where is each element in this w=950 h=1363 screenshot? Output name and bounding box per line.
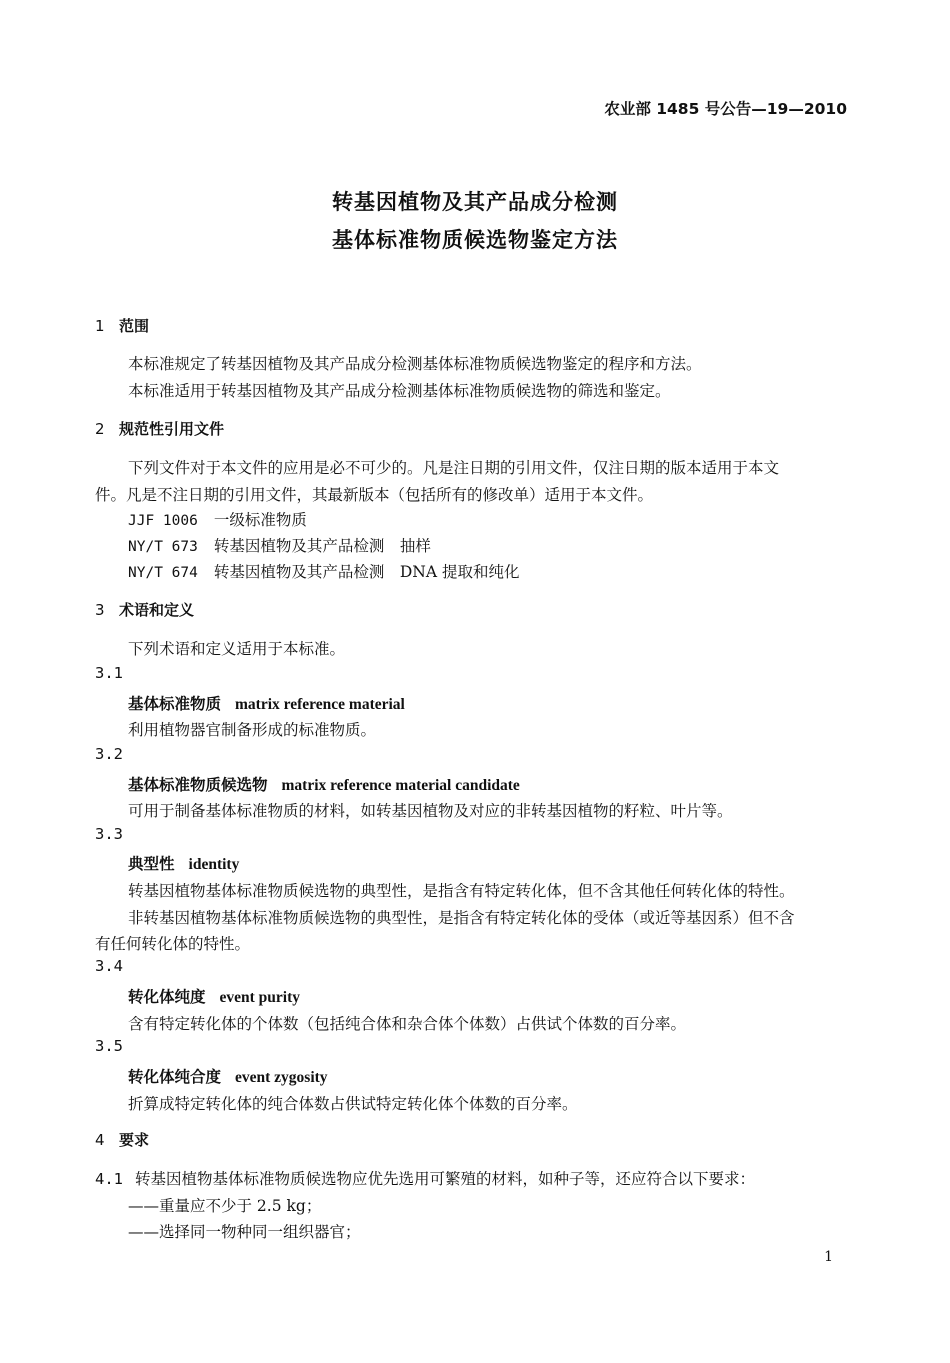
term-definition: 折算成特定转化体的纯合体数占供试特定转化体个体数的百分率。 <box>128 1095 578 1113</box>
term-en: identity <box>188 856 240 873</box>
paragraph: 本标准适用于转基因植物及其产品成分检测基体标准物质候选物的筛选和鉴定。 <box>128 382 671 400</box>
section-title: 术语和定义 <box>119 601 195 619</box>
section-4-heading <box>95 1129 149 1150</box>
term-number: 3.5 <box>95 1037 123 1055</box>
section-number: 1 <box>95 317 105 335</box>
term-number: 3.1 <box>95 664 123 682</box>
normative-reference <box>128 534 431 556</box>
paragraph: 件。凡是不注日期的引用文件，其最新版本（包括所有的修改单）适用于本文件。 <box>95 486 654 504</box>
normative-reference <box>128 508 307 530</box>
requirement-item: ——重量应不少于 2.5 kg； <box>128 1197 322 1215</box>
term-en: matrix reference material candidate <box>281 777 520 794</box>
section-1-heading <box>95 315 149 336</box>
term-zh: 基体标准物质候选物 <box>128 776 268 794</box>
term-zh: 典型性 <box>128 855 175 873</box>
section-number: 3 <box>95 601 105 619</box>
term-definition: 有任何转化体的特性。 <box>95 935 251 953</box>
section-title: 要求 <box>119 1131 150 1149</box>
section-3-heading <box>95 599 194 620</box>
reference-title: 转基因植物及其产品检测 抽样 <box>213 537 431 555</box>
clause-4-1 <box>95 1167 755 1189</box>
term-en: matrix reference material <box>235 696 405 713</box>
term-number: 3.4 <box>95 957 123 975</box>
term-definition: 含有特定转化体的个体数（包括纯合体和杂合体个体数）占供试个体数的百分率。 <box>128 1015 687 1033</box>
page-number: 1 <box>824 1249 833 1265</box>
reference-code: JJF 1006 <box>128 513 198 529</box>
paragraph: 下列文件对于本文件的应用是必不可少的。凡是注日期的引用文件，仅注日期的版本适用于本文 <box>128 459 780 477</box>
section-title: 范围 <box>119 317 150 335</box>
reference-code: NY/T 673 <box>128 539 198 555</box>
section-2-heading <box>95 418 224 439</box>
term-heading <box>128 1065 328 1087</box>
term-heading <box>128 773 520 795</box>
clause-text: 转基因植物基体标准物质候选物应优先选用可繁殖的材料，如种子等，还应符合以下要求： <box>135 1170 756 1188</box>
term-definition: 非转基因植物基体标准物质候选物的典型性，是指含有特定转化体的受体（或近等基因系）但不含 <box>128 909 795 927</box>
document-title-line-1: 转基因植物及其产品成分检测 <box>332 190 618 214</box>
term-definition: 利用植物器官制备形成的标准物质。 <box>128 721 377 739</box>
term-heading <box>128 985 300 1007</box>
term-zh: 转化体纯度 <box>128 988 206 1006</box>
term-zh: 转化体纯合度 <box>128 1068 222 1086</box>
term-number: 3.3 <box>95 825 123 843</box>
term-heading <box>128 692 405 714</box>
term-definition: 可用于制备基体标准物质的材料，如转基因植物及对应的非转基因植物的籽粒、叶片等。 <box>128 802 733 820</box>
document-title-line-2: 基体标准物质候选物鉴定方法 <box>332 228 618 252</box>
term-number: 3.2 <box>95 745 123 763</box>
section-number: 2 <box>95 420 105 438</box>
term-en: event zygosity <box>235 1069 328 1086</box>
term-definition: 转基因植物基体标准物质候选物的典型性，是指含有特定转化体，但不含其他任何转化体的特性。 <box>128 882 795 900</box>
normative-reference <box>128 560 519 582</box>
reference-title: 转基因植物及其产品检测 DNA 提取和纯化 <box>213 563 520 581</box>
paragraph: 下列术语和定义适用于本标准。 <box>128 640 346 658</box>
paragraph: 本标准规定了转基因植物及其产品成分检测基体标准物质候选物鉴定的程序和方法。 <box>128 355 702 373</box>
reference-code: NY/T 674 <box>128 565 198 581</box>
term-en: event purity <box>219 989 301 1006</box>
term-heading <box>128 852 239 874</box>
section-number: 4 <box>95 1131 105 1149</box>
reference-title: 一级标准物质 <box>213 511 307 529</box>
section-title: 规范性引用文件 <box>119 420 225 438</box>
clause-number: 4.1 <box>95 1170 123 1188</box>
term-zh: 基体标准物质 <box>128 695 222 713</box>
standard-number: 农业部 1485 号公告—19—2010 <box>604 100 847 118</box>
requirement-item: ——选择同一物种同一组织器官； <box>128 1223 361 1241</box>
